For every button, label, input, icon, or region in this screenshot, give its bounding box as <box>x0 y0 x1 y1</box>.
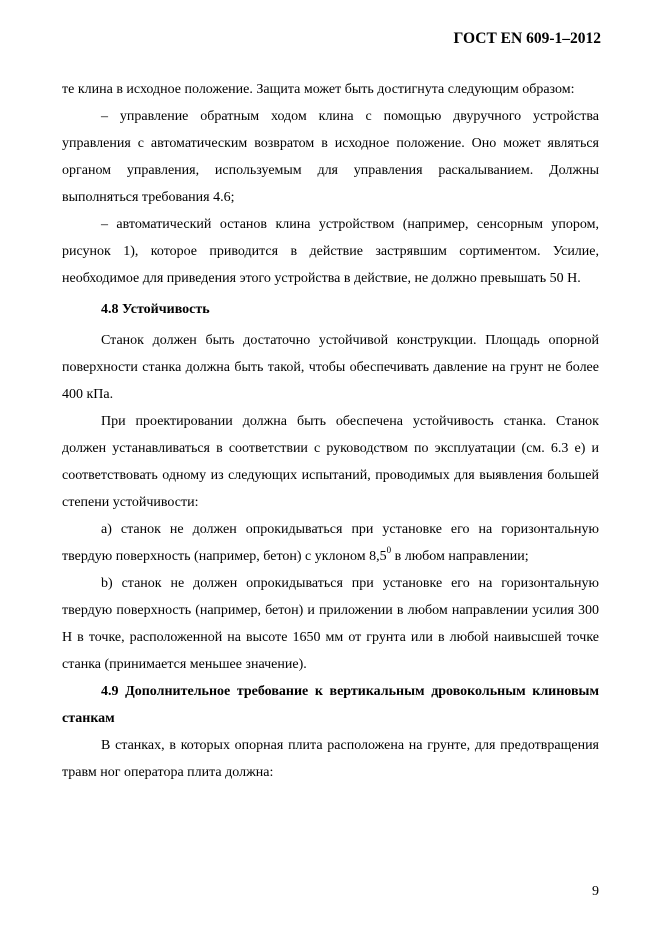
list-item: – автоматический останов клина устройством (например, сенсорным упором, рисунок 1), которое приводится в действие застрявшим сортиментом. Усилие, необходимое для приведения этого устройства в действие, не должно превышать 50 Н. <box>62 217 599 286</box>
list-item <box>62 516 599 570</box>
list-item: – управление обратным ходом клина с помощью двуручного устройства управления с автоматическим возвратом в исходное положение. Оно может являться органом управления, используемым для управления раскалыванием. Должны выполняться требования 4.6; <box>62 109 599 205</box>
page-number: 9 <box>592 884 599 899</box>
list-item: b) станок не должен опрокидываться при установке его на горизонтальную твердую поверхность (например, бетон) и приложении в любом направлении усилия 300 Н в точке, расположенной на высоте 1650 мм от грунта или в любой наивысшей точке станка (принимается меньшее значение). <box>62 576 599 672</box>
paragraph: те клина в исходное положение. Защита может быть достигнута следующим образом: <box>62 82 575 97</box>
paragraph: При проектировании должна быть обеспечена устойчивость станка. Станок должен устанавливаться в соответствии с руководством по эксплуатации (см. 6.3 е) и соответствовать одному из следующих испытаний, проводимых для выявления большей степени устойчивости: <box>62 414 599 510</box>
section-heading: 4.8 Устойчивость <box>101 302 210 317</box>
paragraph: В станках, в которых опорная плита расположена на грунте, для предотвращения травм ног оператора плита должна: <box>62 738 599 780</box>
document-header: ГОСТ EN 609-1–2012 <box>453 30 601 47</box>
paragraph: Станок должен быть достаточно устойчивой конструкции. Площадь опорной поверхности станка должна быть такой, чтобы обеспечивать давление на грунт не более 400 кПа. <box>62 333 599 402</box>
page-body <box>62 76 599 786</box>
list-item-text-end: в любом направлении; <box>391 549 529 564</box>
degree-superscript: 0 <box>386 545 392 555</box>
section-heading: 4.9 Дополнительное требование к вертикальным дровокольным клиновым станкам <box>62 684 599 726</box>
list-item-text: а) станок не должен опрокидываться при установке его на горизонтальную твердую поверхность (например, бетон) с уклоном 8,5 <box>62 522 599 564</box>
